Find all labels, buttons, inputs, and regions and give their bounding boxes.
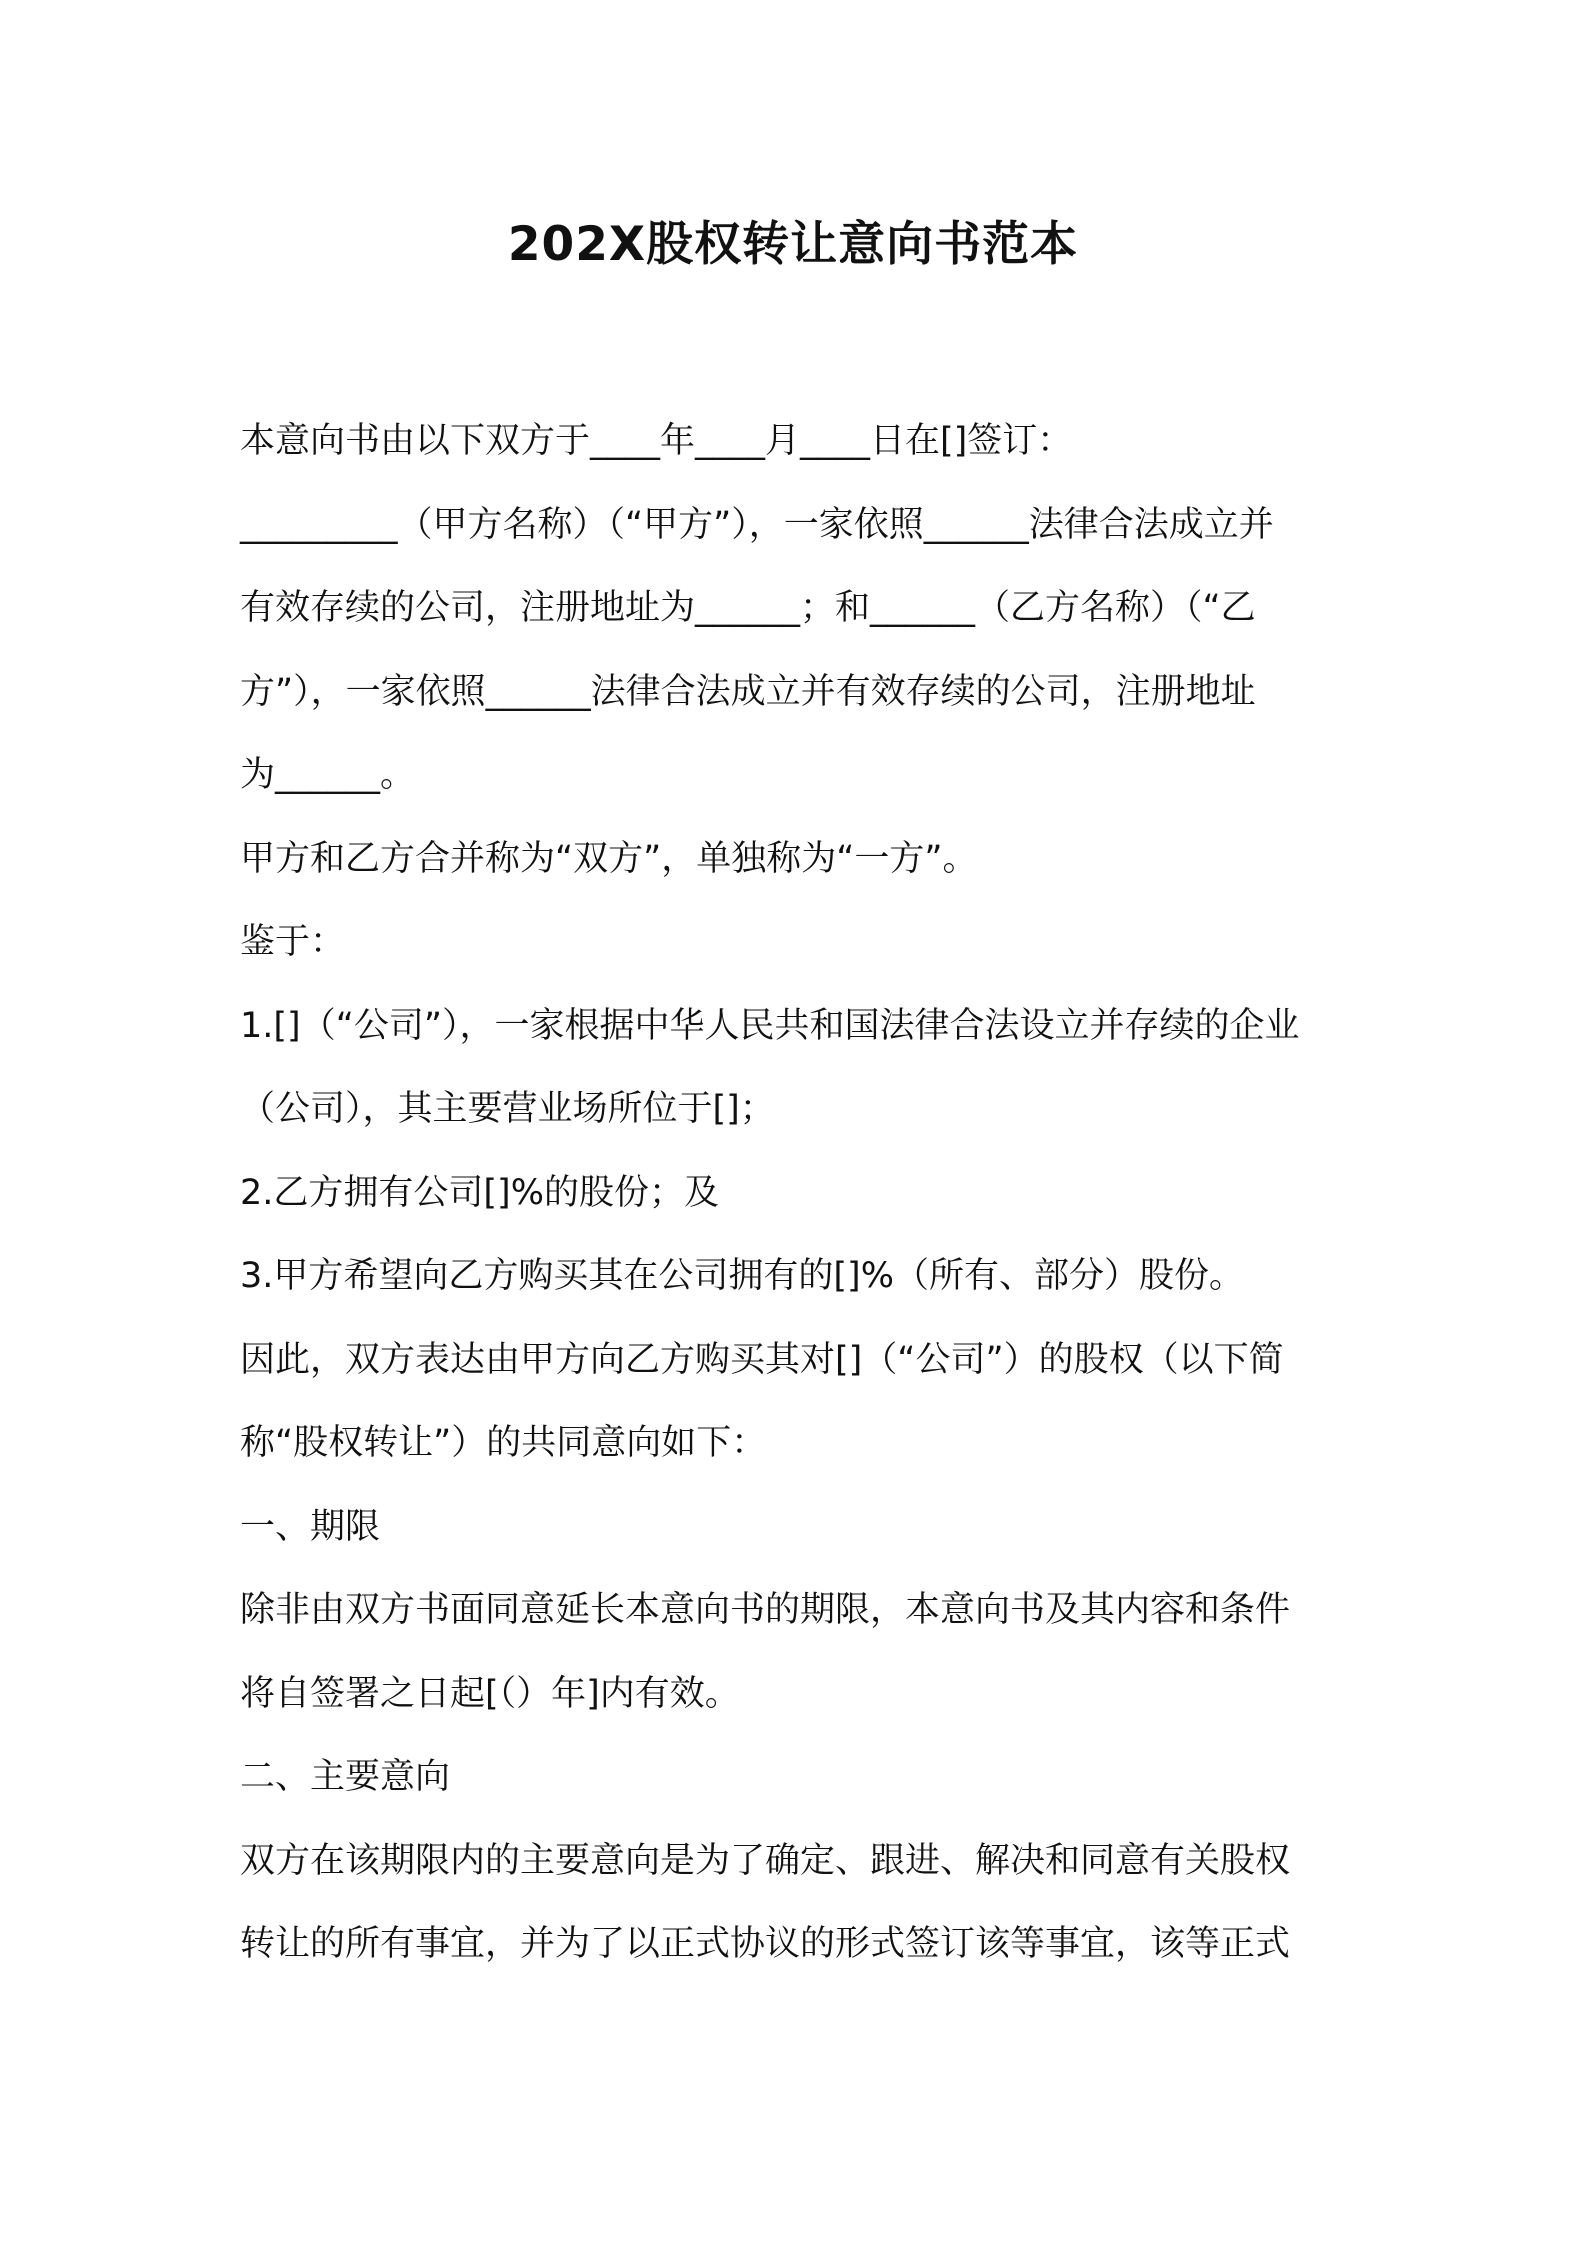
body-line-definitions: 甲方和乙方合并称为“双方”，单独称为“一方”。 (240, 838, 978, 879)
body-line-recital-1-cont: （公司），其主要营业场所位于[]； (240, 1089, 775, 1129)
body-line-whereas: 鉴于： (240, 922, 346, 962)
body-line-party-b: 方”），一家依照______法律合法成立并有效存续的公司，注册地址 (240, 671, 1256, 712)
body-line-term: 除非由双方书面同意延长本意向书的期限，本意向书及其内容和条件 (240, 1590, 1291, 1630)
body-line-therefore-cont: 称“股权转让”）的共同意向如下： (240, 1423, 767, 1463)
body-line-recital-1: 1.[]（“公司”），一家根据中华人民共和国法律合法设立并存续的企业 (240, 1005, 1300, 1046)
body-line-party-a-address: 有效存续的公司，注册地址为______；和______（乙方名称）（“乙 (240, 588, 1256, 628)
body-line-recital-2: 2.乙方拥有公司[]%的股份；及 (240, 1172, 719, 1213)
section-heading-main-intent: 二、主要意向 (240, 1757, 451, 1797)
body-line-party-b-address: 为______。 (240, 755, 416, 795)
section-heading-term: 一、期限 (240, 1506, 381, 1547)
document-title: 202X股权转让意向书范本 (507, 217, 1079, 272)
body-line-recital-3: 3.甲方希望向乙方购买其在公司拥有的[]%（所有、部分）股份。 (240, 1256, 1244, 1296)
body-line-main-intent-cont: 转让的所有事宜，并为了以正式协议的形式签订该等事宜，该等正式 (240, 1924, 1291, 1964)
body-line-term-cont: 将自签署之日起[（）年]内有效。 (240, 1673, 740, 1714)
body-line-preamble: 本意向书由以下双方于____年____月____日在[]签订： (240, 421, 1073, 461)
body-line-main-intent: 双方在该期限内的主要意向是为了确定、跟进、解决和同意有关股权 (240, 1840, 1291, 1881)
body-line-party-a: _________（甲方名称）（“甲方”），一家依照______法律合法成立并 (240, 504, 1274, 545)
body-line-therefore: 因此，双方表达由甲方向乙方购买其对[]（“公司”）的股权（以下简 (240, 1339, 1284, 1380)
document-body (240, 400, 1360, 1987)
